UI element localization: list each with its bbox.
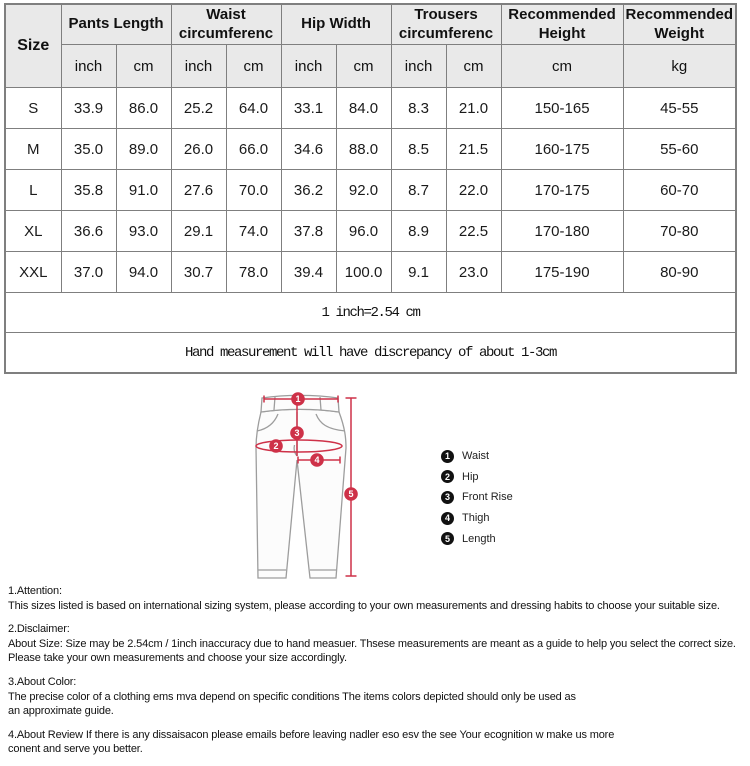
legend-item bbox=[441, 487, 513, 508]
value-cell: 29.1 bbox=[171, 211, 226, 252]
note-line: Please take your own measurements and choose your size accordingly. bbox=[8, 652, 347, 665]
unit-header: inch bbox=[61, 45, 116, 88]
value-cell: 25.2 bbox=[171, 88, 226, 129]
size-chart-body bbox=[5, 88, 736, 293]
value-cell: 37.0 bbox=[61, 252, 116, 293]
value-cell: 93.0 bbox=[116, 211, 171, 252]
table-row bbox=[5, 88, 736, 129]
size-cell: S bbox=[5, 88, 61, 129]
value-cell: 84.0 bbox=[336, 88, 391, 129]
value-cell: 9.1 bbox=[391, 252, 446, 293]
unit-header: cm bbox=[226, 45, 281, 88]
value-cell: 8.7 bbox=[391, 170, 446, 211]
note-line: 3.About Color: bbox=[8, 675, 77, 688]
hand-measurement-note: Hand measurement will have discrepancy of about 1-3cm bbox=[5, 333, 736, 374]
value-cell: 36.2 bbox=[281, 170, 336, 211]
value-cell: 160-175 bbox=[501, 129, 623, 170]
legend-number-badge: 4 bbox=[441, 512, 454, 525]
value-cell: 91.0 bbox=[116, 170, 171, 211]
size-cell: M bbox=[5, 129, 61, 170]
marker-hip-number: 2 bbox=[273, 441, 279, 452]
size-cell: XXL bbox=[5, 252, 61, 293]
inch-conversion-note: 1 inch=2.54 cm bbox=[5, 293, 736, 333]
legend-number-badge: 3 bbox=[441, 491, 454, 504]
size-cell: L bbox=[5, 170, 61, 211]
note-line: About Size: Size may be 2.54cm / 1inch inaccuracy due to hand measuer. Thsese measurements are meant as a guide to help you select the correct size. bbox=[8, 637, 736, 650]
value-cell: 33.1 bbox=[281, 88, 336, 129]
value-cell: 8.3 bbox=[391, 88, 446, 129]
value-cell: 78.0 bbox=[226, 252, 281, 293]
table-row bbox=[5, 252, 736, 293]
legend-item bbox=[441, 528, 513, 549]
value-cell: 66.0 bbox=[226, 129, 281, 170]
value-cell: 170-175 bbox=[501, 170, 623, 211]
column-header-pants-length: Pants Length bbox=[61, 4, 171, 45]
value-cell: 70.0 bbox=[226, 170, 281, 211]
value-cell: 92.0 bbox=[336, 170, 391, 211]
value-cell: 86.0 bbox=[116, 88, 171, 129]
bottom-notes bbox=[8, 584, 748, 766]
marker-thigh-number: 4 bbox=[314, 455, 320, 466]
value-cell: 74.0 bbox=[226, 211, 281, 252]
column-header-hip-width: Hip Width bbox=[281, 4, 391, 45]
legend-number-badge: 1 bbox=[441, 450, 454, 463]
unit-header: inch bbox=[171, 45, 226, 88]
legend-item bbox=[441, 467, 513, 488]
value-cell: 64.0 bbox=[226, 88, 281, 129]
value-cell: 150-165 bbox=[501, 88, 623, 129]
value-cell: 100.0 bbox=[336, 252, 391, 293]
value-cell: 22.0 bbox=[446, 170, 501, 211]
legend-label: Waist bbox=[462, 450, 490, 463]
column-header-recommended-height: Recommended Height bbox=[501, 4, 623, 45]
value-cell: 80-90 bbox=[623, 252, 736, 293]
column-header-trousers: Trousers circumferenc bbox=[391, 4, 501, 45]
note-line: 2.Disclaimer: bbox=[8, 623, 70, 636]
value-cell: 36.6 bbox=[61, 211, 116, 252]
value-cell: 89.0 bbox=[116, 129, 171, 170]
pants-measurement-diagram bbox=[245, 386, 365, 588]
marker-front-rise-number: 3 bbox=[294, 428, 300, 439]
note-line: This sizes listed is based on international sizing system, please according to your own measurements and dressing habits to choose your suitable size. bbox=[8, 599, 720, 612]
value-cell: 170-180 bbox=[501, 211, 623, 252]
legend-item bbox=[441, 508, 513, 529]
value-cell: 34.6 bbox=[281, 129, 336, 170]
value-cell: 94.0 bbox=[116, 252, 171, 293]
value-cell: 8.9 bbox=[391, 211, 446, 252]
value-cell: 27.6 bbox=[171, 170, 226, 211]
value-cell: 30.7 bbox=[171, 252, 226, 293]
value-cell: 22.5 bbox=[446, 211, 501, 252]
value-cell: 21.5 bbox=[446, 129, 501, 170]
legend-number-badge: 2 bbox=[441, 470, 454, 483]
value-cell: 55-60 bbox=[623, 129, 736, 170]
marker-length-number: 5 bbox=[348, 489, 354, 500]
note-section bbox=[8, 675, 748, 719]
value-cell: 45-55 bbox=[623, 88, 736, 129]
value-cell: 35.0 bbox=[61, 129, 116, 170]
note-line: 1.Attention: bbox=[8, 585, 62, 597]
value-cell: 35.8 bbox=[61, 170, 116, 211]
value-cell: 88.0 bbox=[336, 129, 391, 170]
note-line: 4.About Review If there is any dissaisacon please emails before leaving nadler eso esv the see Your ecognition w make us more bbox=[8, 728, 615, 741]
note-section bbox=[8, 622, 748, 666]
note-line: The precise color of a clothing ems mva depend on specific conditions The items colors depicted should only be used as bbox=[8, 690, 576, 703]
column-header-recommended-weight: Recommended Weight bbox=[623, 4, 736, 45]
legend-label: Length bbox=[462, 532, 496, 545]
legend-number-badge: 5 bbox=[441, 532, 454, 545]
value-cell: 33.9 bbox=[61, 88, 116, 129]
legend-item bbox=[441, 446, 513, 467]
value-cell: 37.8 bbox=[281, 211, 336, 252]
legend-label: Hip bbox=[462, 470, 479, 483]
value-cell: 96.0 bbox=[336, 211, 391, 252]
table-row bbox=[5, 170, 736, 211]
legend-label: Front Rise bbox=[462, 491, 513, 504]
value-cell: 21.0 bbox=[446, 88, 501, 129]
value-cell: 175-190 bbox=[501, 252, 623, 293]
unit-header: cm bbox=[446, 45, 501, 88]
value-cell: 23.0 bbox=[446, 252, 501, 293]
table-row bbox=[5, 211, 736, 252]
size-chart-header bbox=[5, 4, 736, 88]
diagram-legend bbox=[441, 446, 513, 549]
pants-outline-drawing bbox=[256, 395, 346, 578]
unit-header: kg bbox=[623, 45, 736, 88]
table-row bbox=[5, 129, 736, 170]
value-cell: 26.0 bbox=[171, 129, 226, 170]
note-section bbox=[8, 584, 748, 613]
unit-header: cm bbox=[116, 45, 171, 88]
column-header-size: Size bbox=[5, 4, 61, 88]
note-line: an approximate guide. bbox=[8, 705, 114, 718]
note-section bbox=[8, 728, 748, 757]
unit-header: cm bbox=[501, 45, 623, 88]
value-cell: 39.4 bbox=[281, 252, 336, 293]
note-line: conent and serve you better. bbox=[8, 743, 143, 756]
unit-header: inch bbox=[391, 45, 446, 88]
value-cell: 8.5 bbox=[391, 129, 446, 170]
column-header-waist: Waist circumferenc bbox=[171, 4, 281, 45]
size-cell: XL bbox=[5, 211, 61, 252]
unit-header: cm bbox=[336, 45, 391, 88]
value-cell: 70-80 bbox=[623, 211, 736, 252]
value-cell: 60-70 bbox=[623, 170, 736, 211]
marker-waist-number: 1 bbox=[295, 394, 301, 405]
unit-header: inch bbox=[281, 45, 336, 88]
legend-label: Thigh bbox=[462, 512, 490, 525]
size-chart-table bbox=[4, 3, 737, 374]
